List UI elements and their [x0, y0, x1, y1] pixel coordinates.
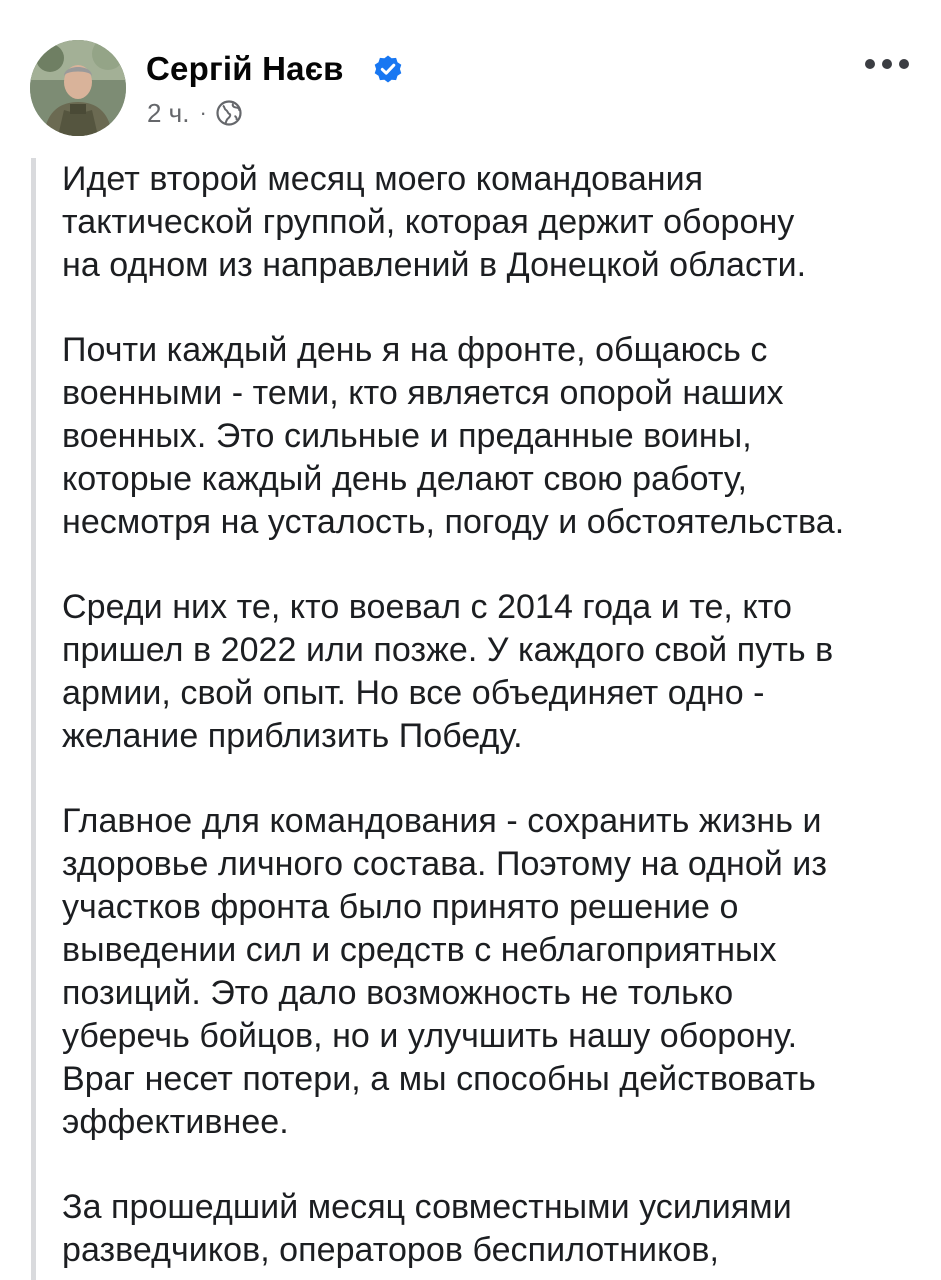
post-meta	[147, 96, 243, 130]
text-line: выведении сил и средств с неблагоприятных	[62, 931, 777, 969]
paragraph	[62, 158, 932, 287]
globe-icon[interactable]	[215, 99, 243, 127]
text-line: разведчиков, операторов беспилотников,	[62, 1231, 719, 1269]
avatar[interactable]	[30, 40, 126, 136]
meta-separator: ·	[199, 100, 207, 125]
text-line: пришел в 2022 или позже. У каждого свой путь в	[62, 631, 834, 669]
text-line: участков фронта было принято решение о	[62, 888, 739, 926]
dot	[899, 59, 909, 69]
paragraph	[62, 586, 932, 758]
text-line: военных. Это сильные и преданные воины,	[62, 417, 752, 455]
text-line: уберечь бойцов, но и улучшить нашу оборону.	[62, 1017, 798, 1055]
author-name[interactable]: Сергій Наєв	[146, 50, 344, 87]
text-line: армии, свой опыт. Но все объединяет одно -	[62, 674, 765, 712]
text-line: За прошедший месяц совместными усилиями	[62, 1188, 792, 1226]
dot	[865, 59, 875, 69]
more-options-icon[interactable]	[865, 52, 909, 76]
text-line: Враг несет потери, а мы способны действовать	[62, 1060, 816, 1098]
text-line: которые каждый день делают свою работу,	[62, 460, 747, 498]
text-line: военными - теми, кто является опорой наших	[62, 374, 784, 412]
paragraph	[62, 1186, 932, 1272]
quote-bar	[31, 158, 36, 1280]
text-line: Среди них те, кто воевал с 2014 года и те, кто	[62, 588, 792, 626]
text-line: Главное для командования - сохранить жизнь и	[62, 802, 822, 840]
paragraph	[62, 329, 932, 544]
avatar-image	[30, 40, 126, 136]
text-line: Почти каждый день я на фронте, общаюсь с	[62, 331, 768, 369]
verified-badge-icon	[372, 54, 404, 86]
text-line: эффективнее.	[62, 1103, 289, 1141]
text-line: на одном из направлений в Донецкой области.	[62, 246, 807, 284]
text-line: здоровье личного состава. Поэтому на одной из	[62, 845, 827, 883]
paragraph	[62, 800, 932, 1144]
text-line: Идет второй месяц моего командования	[62, 160, 704, 198]
dot	[882, 59, 892, 69]
text-line: позиций. Это дало возможность не только	[62, 974, 734, 1012]
post-text	[62, 158, 932, 1280]
text-line: несмотря на усталость, погоду и обстоятельства.	[62, 503, 845, 541]
post-time[interactable]: 2 ч.	[147, 97, 190, 128]
post-header	[0, 0, 941, 150]
text-line: тактической группой, которая держит оборону	[62, 203, 795, 241]
text-line: желание приблизить Победу.	[62, 717, 523, 755]
